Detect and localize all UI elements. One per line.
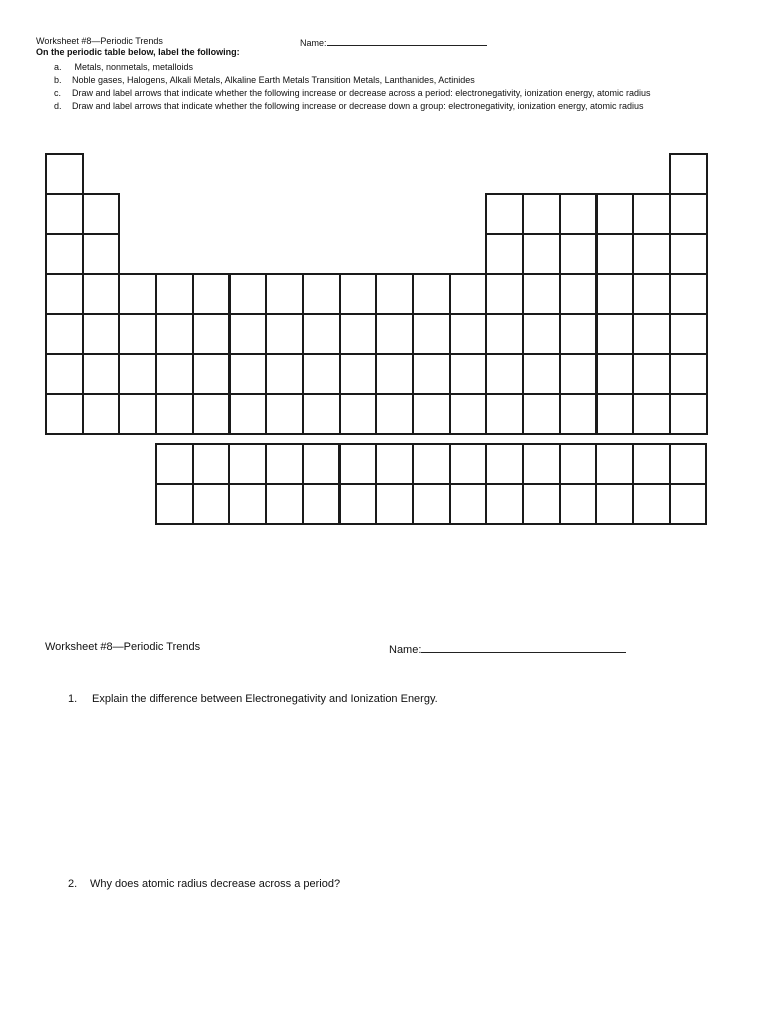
element-cell[interactable]	[82, 393, 121, 435]
element-cell[interactable]	[302, 313, 341, 355]
f-block-cell[interactable]	[265, 483, 304, 525]
element-cell[interactable]	[522, 393, 561, 435]
instruction-heading: On the periodic table below, label the following:	[36, 47, 240, 57]
element-cell[interactable]	[375, 273, 414, 315]
worksheet-title-top: Worksheet #8—Periodic Trends	[36, 36, 163, 46]
element-cell[interactable]	[669, 273, 708, 315]
element-cell[interactable]	[596, 393, 635, 435]
f-block-cell[interactable]	[375, 443, 414, 485]
instruction-item-d: d. Draw and label arrows that indicate whether the following increase or decrease down a group: electronegativity, ionization energy, atomic radius	[54, 101, 644, 111]
element-cell[interactable]	[339, 313, 378, 355]
element-cell[interactable]	[229, 313, 268, 355]
question-1-text: Explain the difference between Electronegativity and Ionization Energy.	[92, 693, 438, 705]
name-label-top: Name:	[300, 38, 327, 48]
element-cell[interactable]	[375, 393, 414, 435]
f-block-cell[interactable]	[632, 483, 671, 525]
element-cell[interactable]	[522, 313, 561, 355]
f-block-cell[interactable]	[595, 443, 634, 485]
element-cell[interactable]	[449, 353, 488, 395]
f-block-cell[interactable]	[228, 483, 267, 525]
element-cell[interactable]	[229, 353, 268, 395]
element-cell[interactable]	[669, 193, 708, 235]
element-cell[interactable]	[412, 353, 451, 395]
element-cell[interactable]	[669, 353, 708, 395]
element-cell[interactable]	[485, 273, 524, 315]
f-block-cell[interactable]	[375, 483, 414, 525]
element-cell[interactable]	[485, 313, 524, 355]
element-cell[interactable]	[45, 153, 84, 195]
element-cell[interactable]	[82, 193, 121, 235]
element-cell[interactable]	[596, 273, 635, 315]
f-block-cell[interactable]	[669, 443, 708, 485]
element-cell[interactable]	[339, 273, 378, 315]
element-cell[interactable]	[559, 193, 598, 235]
f-block-cell[interactable]	[302, 483, 341, 525]
element-cell[interactable]	[559, 273, 598, 315]
question-1-number: 1.	[68, 693, 78, 705]
f-block-cell[interactable]	[485, 483, 524, 525]
element-cell[interactable]	[45, 353, 84, 395]
f-block-cell[interactable]	[155, 483, 194, 525]
element-cell[interactable]	[669, 393, 708, 435]
element-cell[interactable]	[192, 313, 231, 355]
element-cell[interactable]	[596, 313, 635, 355]
f-block-cell[interactable]	[302, 443, 341, 485]
element-cell[interactable]	[632, 353, 671, 395]
element-cell[interactable]	[82, 353, 121, 395]
element-cell[interactable]	[118, 273, 157, 315]
element-cell[interactable]	[265, 313, 304, 355]
element-cell[interactable]	[632, 273, 671, 315]
name-label-bottom: Name:	[389, 644, 422, 656]
f-block-cell[interactable]	[485, 443, 524, 485]
element-cell[interactable]	[412, 393, 451, 435]
element-cell[interactable]	[339, 393, 378, 435]
instruction-item-a: a. Metals, nonmetals, metalloids	[54, 62, 194, 72]
element-cell[interactable]	[669, 233, 708, 275]
element-cell[interactable]	[339, 353, 378, 395]
element-cell[interactable]	[118, 313, 157, 355]
element-cell[interactable]	[449, 273, 488, 315]
element-cell[interactable]	[596, 193, 635, 235]
name-blank-top[interactable]	[327, 36, 487, 46]
element-cell[interactable]	[559, 313, 598, 355]
element-cell[interactable]	[82, 313, 121, 355]
element-cell[interactable]	[485, 233, 524, 275]
element-cell[interactable]	[82, 273, 121, 315]
element-cell[interactable]	[485, 393, 524, 435]
f-block-cell[interactable]	[522, 483, 561, 525]
name-field-bottom[interactable]	[389, 641, 626, 657]
element-cell[interactable]	[632, 393, 671, 435]
element-cell[interactable]	[229, 393, 268, 435]
element-cell[interactable]	[45, 233, 84, 275]
element-cell[interactable]	[669, 313, 708, 355]
element-cell[interactable]	[118, 353, 157, 395]
f-block-cell[interactable]	[559, 443, 598, 485]
question-2-text: Why does atomic radius decrease across a period?	[90, 878, 341, 890]
f-block-cell[interactable]	[339, 443, 378, 485]
element-cell[interactable]	[155, 393, 194, 435]
element-cell[interactable]	[559, 353, 598, 395]
question-2	[68, 878, 340, 891]
element-cell[interactable]	[522, 233, 561, 275]
element-cell[interactable]	[192, 393, 231, 435]
instruction-item-c: c. Draw and label arrows that indicate whether the following increase or decrease across a period: electronegativity, ionization energy, atomic radius	[54, 88, 651, 98]
element-cell[interactable]	[302, 273, 341, 315]
f-block-cell[interactable]	[522, 443, 561, 485]
element-cell[interactable]	[229, 273, 268, 315]
element-cell[interactable]	[412, 273, 451, 315]
element-cell[interactable]	[265, 273, 304, 315]
element-cell[interactable]	[155, 353, 194, 395]
element-cell[interactable]	[522, 273, 561, 315]
f-block-cell[interactable]	[192, 483, 231, 525]
answer-area-1[interactable]	[68, 710, 718, 860]
element-cell[interactable]	[632, 193, 671, 235]
element-cell[interactable]	[82, 233, 121, 275]
f-block-cell[interactable]	[595, 483, 634, 525]
element-cell[interactable]	[302, 353, 341, 395]
f-block-cell[interactable]	[449, 483, 488, 525]
f-block-cell[interactable]	[339, 483, 378, 525]
f-block-cell[interactable]	[412, 443, 451, 485]
worksheet-title-bottom: Worksheet #8—Periodic Trends	[45, 641, 201, 653]
element-cell[interactable]	[412, 313, 451, 355]
element-cell[interactable]	[596, 353, 635, 395]
element-cell[interactable]	[155, 313, 194, 355]
element-cell[interactable]	[375, 313, 414, 355]
element-cell[interactable]	[632, 233, 671, 275]
element-cell[interactable]	[45, 273, 84, 315]
element-cell[interactable]	[375, 353, 414, 395]
element-cell[interactable]	[45, 313, 84, 355]
element-cell[interactable]	[302, 393, 341, 435]
f-block-cell[interactable]	[559, 483, 598, 525]
f-block-cell[interactable]	[228, 443, 267, 485]
f-block-cell[interactable]	[632, 443, 671, 485]
f-block-cell[interactable]	[412, 483, 451, 525]
element-cell[interactable]	[559, 233, 598, 275]
element-cell[interactable]	[265, 393, 304, 435]
element-cell[interactable]	[449, 313, 488, 355]
f-block-cell[interactable]	[155, 443, 194, 485]
element-cell[interactable]	[45, 193, 84, 235]
element-cell[interactable]	[559, 393, 598, 435]
f-block-cell[interactable]	[192, 443, 231, 485]
element-cell[interactable]	[265, 353, 304, 395]
name-field-top[interactable]	[300, 36, 487, 49]
f-block-cell[interactable]	[669, 483, 708, 525]
element-cell[interactable]	[449, 393, 488, 435]
instruction-item-b: b. Noble gases, Halogens, Alkali Metals, Alkaline Earth Metals Transition Metals, Lanthanides, Actinides	[54, 75, 475, 85]
question-1	[68, 693, 438, 706]
name-blank-bottom[interactable]	[421, 641, 626, 653]
answer-area-2[interactable]	[68, 895, 718, 1005]
element-cell[interactable]	[45, 393, 84, 435]
element-cell[interactable]	[192, 273, 231, 315]
element-cell[interactable]	[522, 353, 561, 395]
element-cell[interactable]	[118, 393, 157, 435]
element-cell[interactable]	[192, 353, 231, 395]
element-cell[interactable]	[596, 233, 635, 275]
f-block-cell[interactable]	[265, 443, 304, 485]
element-cell[interactable]	[485, 193, 524, 235]
element-cell[interactable]	[669, 153, 708, 195]
element-cell[interactable]	[632, 313, 671, 355]
element-cell[interactable]	[155, 273, 194, 315]
question-2-number: 2.	[68, 878, 78, 890]
f-block-cell[interactable]	[449, 443, 488, 485]
element-cell[interactable]	[522, 193, 561, 235]
element-cell[interactable]	[485, 353, 524, 395]
